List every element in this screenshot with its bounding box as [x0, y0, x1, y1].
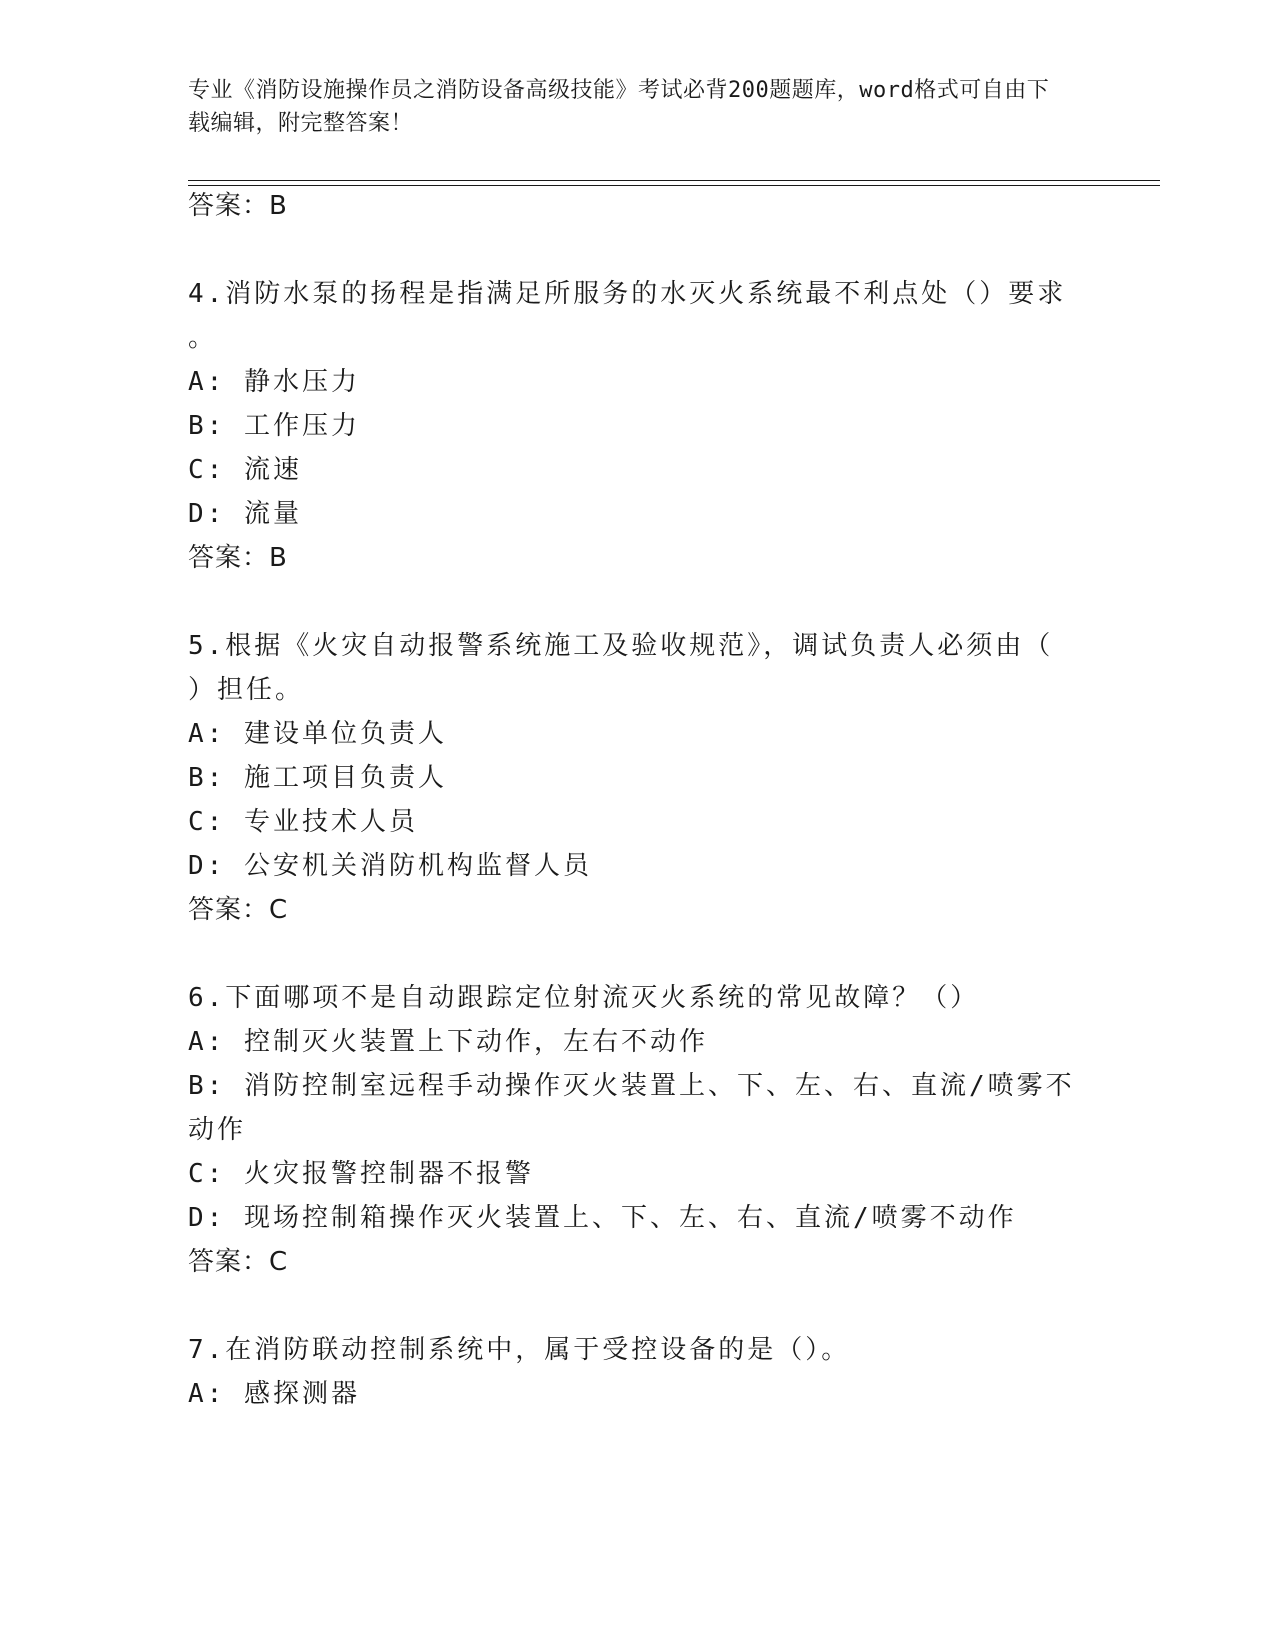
question-4-stem-line-1: 4.消防水泵的扬程是指满足所服务的水灭火系统最不利点处（）要求 — [188, 279, 1067, 309]
question-4-option-c: C: 流速 — [188, 455, 302, 485]
question-6-stem-line-1: 6.下面哪项不是自动跟踪定位射流灭火系统的常见故障？（） — [188, 983, 980, 1013]
question-6-option-c: C: 火灾报警控制器不报警 — [188, 1159, 534, 1189]
question-6-answer: 答案：C — [188, 1247, 289, 1277]
question-4-option-a: A: 静水压力 — [188, 367, 360, 397]
question-5-option-d: D: 公安机关消防机构监督人员 — [188, 851, 592, 881]
question-4-option-b: B: 工作压力 — [188, 411, 360, 441]
question-4-stem-line-2: 。 — [188, 323, 218, 353]
question-6-option-d: D: 现场控制箱操作灭火装置上、下、左、右、直流/喷雾不动作 — [188, 1203, 1017, 1233]
question-5-option-b: B: 施工项目负责人 — [188, 763, 447, 793]
question-6-option-b-continued: 动作 — [188, 1115, 247, 1145]
header-divider-top — [188, 180, 1160, 181]
question-4-option-d: D: 流量 — [188, 499, 302, 529]
question-5-option-c: C: 专业技术人员 — [188, 807, 418, 837]
question-6-option-a: A: 控制灭火装置上下动作，左右不动作 — [188, 1027, 708, 1057]
question-5-option-a: A: 建设单位负责人 — [188, 719, 447, 749]
header-divider-bottom — [188, 185, 1160, 186]
question-5-answer: 答案：C — [188, 895, 289, 925]
question-5-stem-line-2: ）担任。 — [188, 675, 305, 705]
page-header: 专业《消防设施操作员之消防设备高级技能》考试必背200题题库，word格式可自由下载编辑，附完整答案！ — [188, 78, 1050, 136]
question-7-stem-line-1: 7.在消防联动控制系统中，属于受控设备的是（）。 — [188, 1335, 851, 1365]
question-6-option-b: B: 消防控制室远程手动操作灭火装置上、下、左、右、直流/喷雾不 — [188, 1071, 1075, 1101]
question-5-stem-line-1: 5.根据《火灾自动报警系统施工及验收规范》，调试负责人必须由（ — [188, 631, 1054, 661]
answer-prev: 答案：B — [188, 191, 288, 221]
question-4-answer: 答案：B — [188, 543, 288, 573]
question-7-option-a: A: 感探测器 — [188, 1379, 360, 1409]
